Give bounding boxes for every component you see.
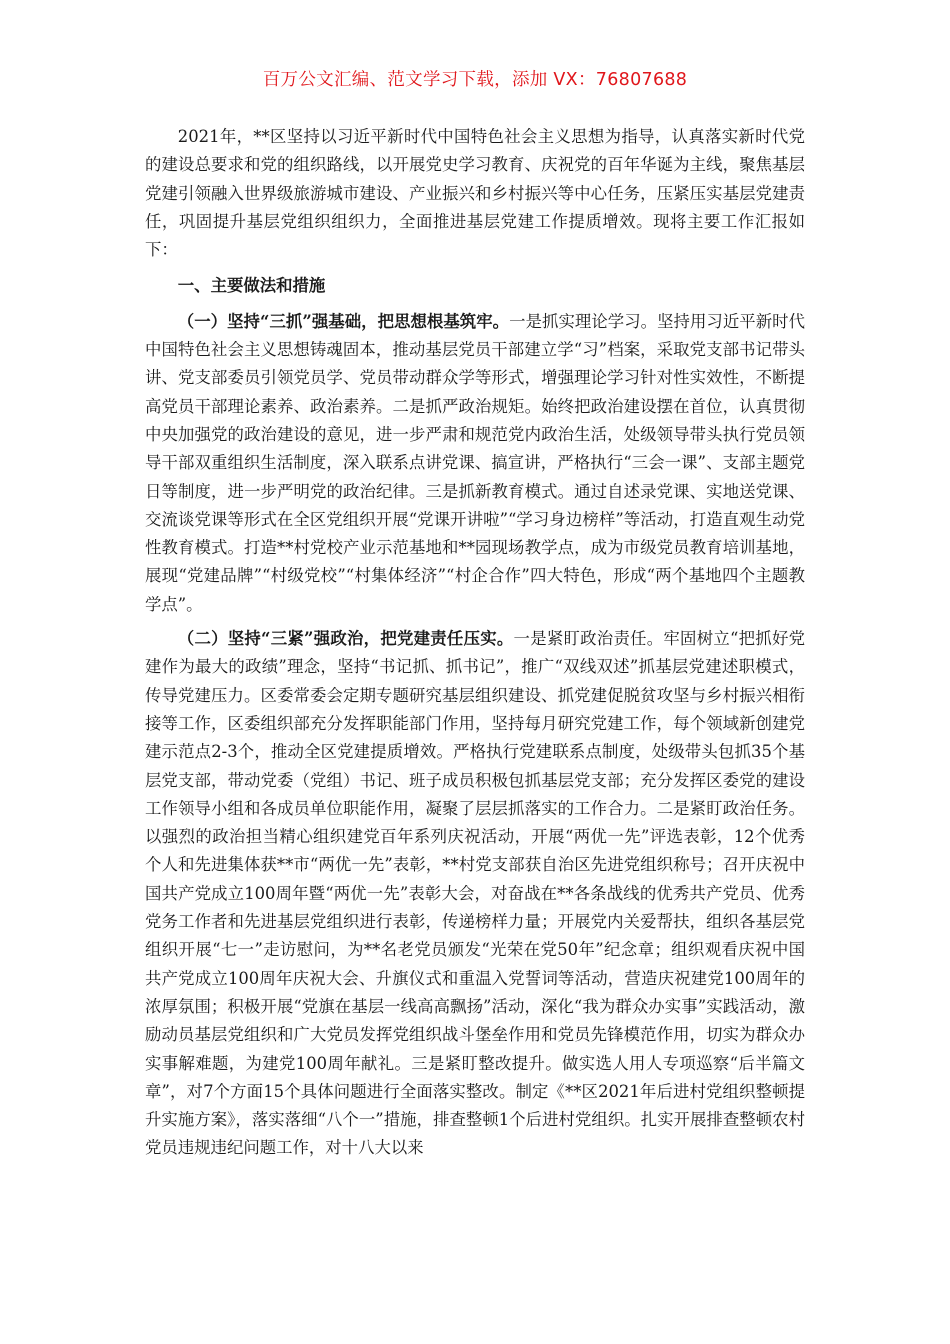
document-body (145, 123, 805, 1163)
header-banner: 百万公文汇编、范文学习下载，添加 VX：76807688 (262, 70, 688, 90)
paragraph-2-body: 一是紧盯政治责任。牢固树立“把抓好党建作为最大的政绩”理念，坚持“书记抓、抓书记”，推广“双线双述”抓基层党建述职模式，传导党建压力。区委常委会定期专题研究基层组织建设、抓党建促脱贫攻坚与乡村振兴相衔接等工作，区委组织部充分发挥职能部门作用，坚持每月研究党建工作，每个领域新创建党建示范点2-3个，推动全区党建提质增效。严格执行党建联系点制度，处级带头包抓35个基层党支部，带动党委（党组）书记、班子成员积极包抓基层党支部；充分发挥区委党的建设工作领导小组和各成员单位职能作用，凝聚了层层抓落实的工作合力。二是紧盯政治任务。以强烈的政治担当精心组织建党百年系列庆祝活动，开展“两优一先”评选表彰，12个优秀个人和先进集体获**市“两优一先”表彰，**村党支部获自治区先进党组织称号；召开庆祝中国共产党成立100周年暨“两优一先”表彰大会，对奋战在**各条战线的优秀共产党员、优秀党务工作者和先进基层党组织进行表彰，传递榜样力量；开展党内关爱帮扶，组织各基层党组织开展“七一”走访慰问，为**名老党员颁发“光荣在党50年”纪念章；组织观看庆祝中国共产党成立100周年庆祝大会、升旗仪式和重温入党誓词等活动，营造庆祝建党100周年的浓厚氛围；积极开展“党旗在基层一线高高飘扬”活动，深化“我为群众办实事”实践活动，激励动员基层党组织和广大党员发挥党组织战斗堡垒作用和党员先锋模范作用，切实为群众办实事解难题，为建党100周年献礼。三是紧盯整改提升。做实选人用人专项巡察“后半篇文章”，对7个方面15个具体问题进行全面落实整改。制定《**区2021年后进村党组织整顿提升实施方案》，落实落细“八个一”措施，排查整顿1个后进村党组织。扎实开展排查整顿农村党员违规违纪问题工作，对十八大以来 (145, 629, 805, 1158)
paragraph-1-body: 一是抓实理论学习。坚持用习近平新时代中国特色社会主义思想铸魂固本，推动基层党员干部建立学“习”档案，采取党支部书记带头讲、党支部委员引领党员学、党员带动群众学等形式，增强理论学习针对性实效性，不断提高党员干部理论素养、政治素养。二是抓严政治规矩。始终把政治建设摆在首位，认真贯彻中央加强党的政治建设的意见，进一步严肃和规范党内政治生活，处级领导带头执行党员领导干部双重组织生活制度，深入联系点讲党课、搞宣讲，严格执行“三会一课”、支部主题党日等制度，进一步严明党的政治纪律。三是抓新教育模式。通过自述录党课、实地送党课、交流谈党课等形式在全区党组织开展“党课开讲啦”“学习身边榜样”等活动，打造直观生动党性教育模式。打造**村党校产业示范基地和**园现场教学点，成为市级党员教育培训基地，展现“党建品牌”“村级党校”“村集体经济”“村企合作”四大特色，形成“两个基地四个主题教学点”。 (145, 311, 806, 614)
intro-paragraph: 2021年，**区坚持以习近平新时代中国特色社会主义思想为指导，认真落实新时代党的建设总要求和党的组织路线，以开展党史学习教育、庆祝党的百年华诞为主线，聚焦基层党建引领融入世界级旅游城市建设、产业振兴和乡村振兴等中心任务，压紧压实基层党建责任，巩固提升基层党组织组织力，全面推进基层党建工作提质增效。现将主要工作汇报如下： (145, 127, 805, 260)
paragraph-2 (145, 625, 805, 1163)
paragraph-1-lead: （一）坚持“三抓”强基础，把思想根基筑牢。 (177, 311, 510, 331)
paragraph-2-lead: （二）坚持“三紧”强政治，把党建责任压实。 (177, 629, 514, 649)
section-heading: 一、主要做法和措施 (177, 276, 326, 296)
paragraph-1 (145, 308, 805, 619)
